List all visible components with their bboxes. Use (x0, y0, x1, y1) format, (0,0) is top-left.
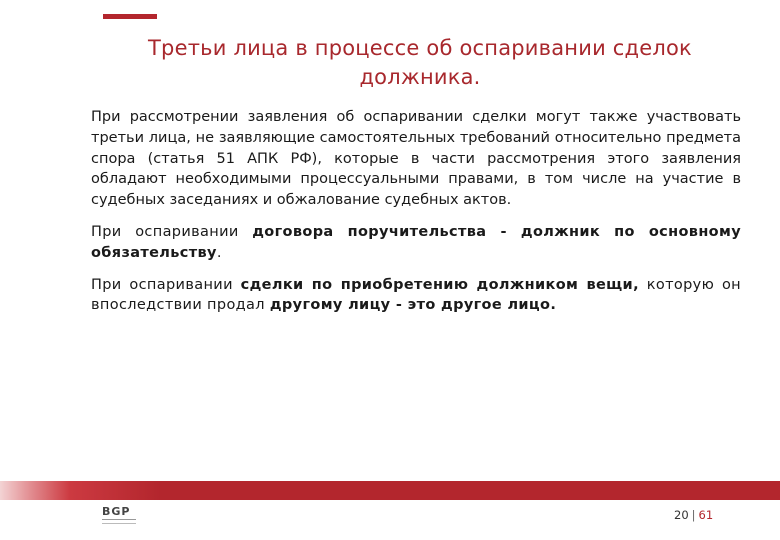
page-total: 61 (698, 508, 714, 522)
paragraph-text: . (216, 244, 222, 261)
paragraph-text: При оспаривании (91, 223, 253, 240)
page-separator: | (691, 508, 696, 522)
slide-title: Третьи лица в процессе об оспаривании сделок должника. (148, 36, 692, 89)
paragraph-bold-text: сделки по приобретению должником вещи, (240, 276, 639, 293)
logo-subline (102, 519, 136, 524)
paragraph-bold-text: другому лицу - это другое лицо. (269, 297, 557, 314)
paragraph-bold-text: договора поручительства - должник по основному обязательству (91, 223, 741, 261)
slide-body (91, 107, 741, 327)
title-accent-bar (103, 14, 157, 19)
paragraph-third-parties: При рассмотрении заявления об оспаривании сделки могут также участвовать третьи лица, не заявляющие самостоятельных требований относительно предмета спора (статья 51 АПК РФ), которые в части рассмотрения этого заявления обладают необходимыми процессуальными правами, в том числе на участие в судебных заседаниях и обжалование судебных актов. (91, 109, 741, 209)
paragraph-guarantee (91, 222, 741, 264)
paragraph-text: которую он впоследствии продал (91, 276, 741, 314)
paragraph-acquisition (91, 275, 741, 317)
page-current: 20 (674, 508, 689, 522)
page-number (674, 508, 713, 522)
logo-text: BGP (102, 505, 131, 518)
bgp-logo (102, 505, 142, 527)
paragraph-text: При оспаривании (91, 276, 241, 293)
footer-bar (0, 481, 780, 500)
